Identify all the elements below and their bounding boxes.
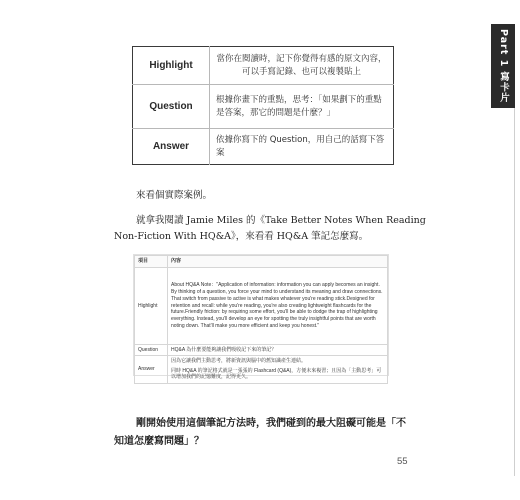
margin-rule xyxy=(514,108,515,476)
row-value-question: HQ&A 為什麼要能夠讓我們吸收記下來的筆記？ xyxy=(168,345,388,356)
part-tab-label: Part 1 寫卡片 xyxy=(498,28,509,104)
closing-paragraph-line: 知道怎麼寫問題」？ xyxy=(114,436,204,447)
part-tab xyxy=(491,24,515,108)
body-paragraph-intro: 來看個實際案例。 xyxy=(136,190,213,201)
definition-highlight: 當你在閱讀時，記下你覺得有感的原文內容，可以手寫記錄、也可以複製貼上 xyxy=(210,47,394,85)
answer-paragraph: 因為它讓我們主動思考，將新資訊與腦中的舊知識產生連結。 xyxy=(171,357,307,364)
hqa-definition-table xyxy=(132,46,394,165)
table-row xyxy=(135,345,388,356)
answer-paragraph: 同時 HQ&A 的筆記格式就是一張張的 Flashcard (Q&A)，方便未來複習；且因為「主動思考」可以增加我們的記憶難度，記得更久。 xyxy=(171,367,382,381)
table-row xyxy=(133,129,394,165)
row-value-answer xyxy=(168,356,388,384)
table-row xyxy=(135,356,388,384)
closing-paragraph-line: 剛開始使用這個筆記方法時，我們碰到的最大阻礙可能是「不 xyxy=(136,418,406,429)
row-key-question: Question xyxy=(135,345,168,356)
body-paragraph-line: 就拿我閱讀 Jamie Miles 的《Take Better Notes When Reading xyxy=(136,215,426,226)
definition-answer: 依據你寫下的 Question，用自己的話寫下答案 xyxy=(216,134,385,158)
row-key-highlight: Highlight xyxy=(135,268,168,345)
example-screenshot xyxy=(133,254,389,381)
table-row xyxy=(133,85,394,129)
page-number: 55 xyxy=(397,456,408,467)
definition-question: 根據你畫下的重點，思考：「如果劃下的重點是答案，那它的問題是什麼？」 xyxy=(210,85,394,129)
table-row xyxy=(135,268,388,345)
term-question: Question xyxy=(133,85,210,129)
term-highlight: Highlight xyxy=(133,47,210,85)
table-header-row xyxy=(135,256,388,268)
column-header-item: 項目 xyxy=(135,256,168,268)
row-value-highlight: About HQ&A Note："Application of information: information you can apply becomes an insight. By thinking of a question, you force your mind to understand its meaning and draw connections. That switch from passive to active is what makes whatever you're reading stick.Designed for retention and recall: while you're reading, you're also creating lightweight flashcards for the future.Friendly friction: by requiring some effort, you'll be able to dodge the trap of highlighting everything. Instead, you'll develop an eye for spotting the truly insightful points that are worth noting down. That'll make you more efficient and keep you honest." xyxy=(168,268,388,345)
term-answer: Answer xyxy=(133,129,210,165)
column-header-content: 內容 xyxy=(168,256,388,268)
example-note-table xyxy=(134,255,388,384)
body-paragraph-line: Non-Fiction With HQ&A》，來看看 HQ&A 筆記怎麼寫。 xyxy=(114,231,369,242)
row-key-answer: Answer xyxy=(135,356,168,384)
table-row xyxy=(133,47,394,85)
